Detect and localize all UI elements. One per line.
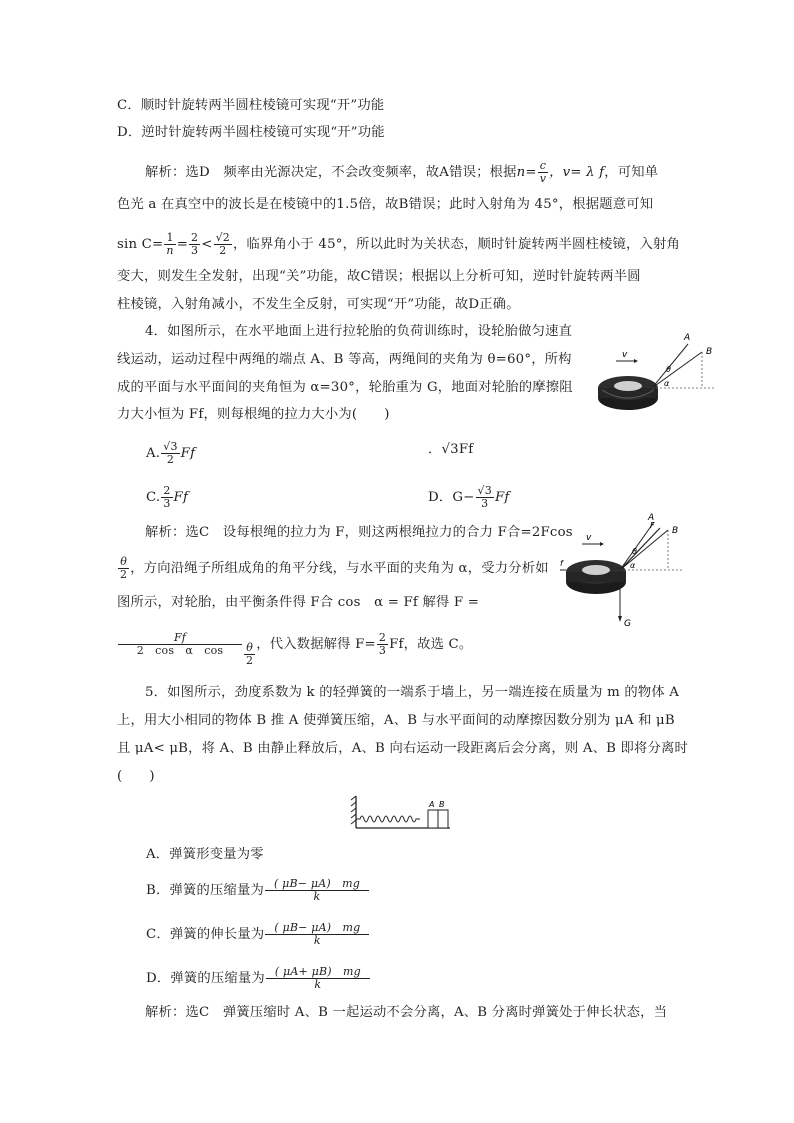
q4-force-diagram xyxy=(560,508,692,632)
q4-solution-line3: 图所示，对轮胎，由平衡条件得 F合 cos α = Ff 解得 F = xyxy=(117,595,480,610)
q5-option-d: D．弹簧的压缩量为 $\frac{( \mu A+ \mu B) mg}{k}$ xyxy=(146,966,371,991)
q4-solution-line1: 解析：选C 设每根绳的拉力为 F，则这两根绳拉力的合力 F合=2Fcos xyxy=(145,525,573,540)
q5-spring-figure xyxy=(348,792,454,834)
label-alpha: α xyxy=(664,379,670,388)
resultant-force-arrow xyxy=(620,528,660,570)
label-v: v xyxy=(586,533,592,543)
q4-stem-line3: 成的平面与水平面间的夹角恒为 α=30°，轮胎重为 G，地面对轮胎的摩擦阻 xyxy=(117,380,573,395)
q4-option-b: ．√3Ff xyxy=(428,442,474,457)
q3-solution-line3: sin C= $\frac{1}{n}$ = $\frac{2}{3}$ < $\frac{√2}{2}$ ，临界角小于 45°，所以此时为关状态，顺时针旋转两半圆柱棱镜，入射角 xyxy=(117,231,680,257)
q5-stem-line3: 且 μA< μB，将 A、B 由静止释放后，A、B 向右运动一段距离后会分离，则 A、B 即将分离时 xyxy=(117,741,689,756)
frac-sqrt2-over-2: $\frac{√2}{2}$ xyxy=(215,231,230,257)
q4-option-c: C. $\frac{2}{3}$ Ff xyxy=(146,484,189,510)
label-b: B xyxy=(706,347,713,357)
frac-1-over-n: $\frac{1}{n}$ xyxy=(166,231,174,257)
q4-stem-line1: 4．如图所示，在水平地面上进行拉轮胎的负荷训练时，设轮胎做匀速直 xyxy=(145,324,573,339)
q3-option-c: C．顺时针旋转两半圆柱棱镜可实现“开”功能 xyxy=(117,98,385,113)
spring xyxy=(356,816,420,822)
label-friction: f xyxy=(560,559,563,568)
block-a xyxy=(428,810,438,828)
q4-option-a: A. $\frac{√3}{2}$ Ff xyxy=(146,440,196,466)
frac-c-over-v: $\frac{c}{v}$ xyxy=(539,159,547,185)
q4-solution-line2: $\frac{\theta}{2}$ ，方向沿绳子所组成角的角平分线，与水平面的夹角为 α，受力分析如 xyxy=(120,555,549,581)
label-f-resultant: F xyxy=(650,521,655,530)
q5-option-b: B．弹簧的压缩量为 $\frac{( \mu B- \mu A) mg}{k}$ xyxy=(146,878,370,903)
svg-text:A: A xyxy=(429,800,435,809)
q5-stem-line2: 上，用大小相同的物体 B 推 A 使弹簧压缩，A、B 与水平面间的动摩擦因数分别为 μA 和 μB xyxy=(117,713,675,728)
q4-stem-line2: 线运动，运动过程中两绳的端点 A、B 等高，两绳间的夹角为 θ=60°，所构 xyxy=(117,352,572,367)
wall xyxy=(351,796,356,828)
q4-option-d: D．G− $\frac{√3}{3}$ Ff xyxy=(428,484,510,510)
q4-solution-line4: $\frac{Ff}{\text{2 cos α cos}}$ $\frac{\theta}{2}$ ，代入数据解得 F= $\frac{2}{3}$ Ff，故选 C。 xyxy=(117,622,472,667)
q3-solution-line5: 柱棱镜，入射角减小，不发生全反射，可实现“开”功能，故D正确。 xyxy=(117,297,520,312)
label-g: G xyxy=(624,619,631,629)
svg-text:B: B xyxy=(439,800,445,809)
svg-text:α: α xyxy=(630,561,636,570)
label-v: v xyxy=(622,350,628,360)
label-a: A xyxy=(684,333,691,343)
q3-solution-line2: 色光 a 在真空中的波长是在棱镜中的1.5倍，故B错误；此时入射角为 45°，根据题意可知 xyxy=(117,197,654,212)
svg-text:A: A xyxy=(648,513,655,523)
q5-option-a: A．弹簧形变量为零 xyxy=(146,847,264,862)
q4-stem-line4: 力大小恒为 Ff，则每根绳的拉力大小为( ) xyxy=(117,407,390,422)
frac-2-over-3: $\frac{2}{3}$ xyxy=(191,231,199,257)
block-b xyxy=(438,810,448,828)
q3-option-d: D．逆时针旋转两半圆柱棱镜可实现“开”功能 xyxy=(117,125,385,140)
q5-stem-line4: ( ) xyxy=(117,769,155,784)
q5-option-c: C．弹簧的伸长量为 $\frac{( \mu B- \mu A) mg}{k}$ xyxy=(146,922,370,947)
tire-icon xyxy=(598,376,658,410)
svg-text:θ: θ xyxy=(632,547,637,556)
q3-solution-line4: 变大，则发生全发射，出现“关”功能，故C错误；根据以上分析可知，逆时针旋转两半圆 xyxy=(117,269,641,284)
q4-tire-figure xyxy=(592,328,724,420)
svg-text:B: B xyxy=(672,526,679,536)
label-theta: θ xyxy=(666,365,671,374)
tire-icon xyxy=(566,560,626,594)
q5-solution-line1: 解析：选C 弹簧压缩时 A、B 一起运动不会分离，A、B 分离时弹簧处于伸长状态，当 xyxy=(145,1005,668,1020)
q3-solution-line1: 解析：选D 频率由光源决定，不会改变频率，故A错误；根据n= $\frac{c}{v}$ ，v= λ f，可知单 xyxy=(145,159,659,185)
q5-stem-line1: 5．如图所示，劲度系数为 k 的轻弹簧的一端系于墙上，另一端连接在质量为 m 的物体 A xyxy=(145,685,680,700)
